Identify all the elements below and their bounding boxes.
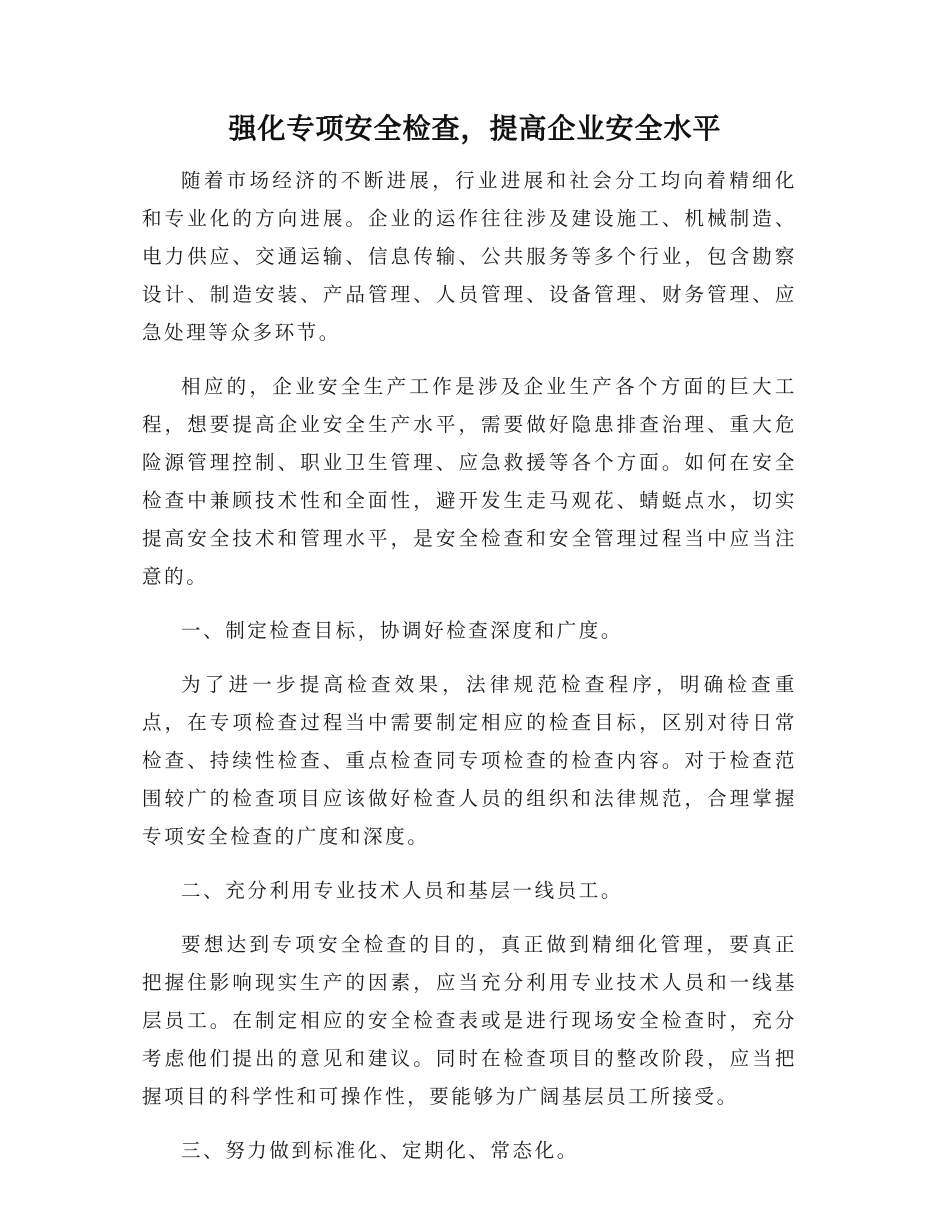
document-title: 强化专项安全检查，提高企业安全水平 [228, 112, 722, 145]
document-body [142, 162, 797, 1186]
section-heading-1: 一、制定检查目标，协调好检查深度和广度。 [181, 619, 624, 642]
paragraph-section-2: 要想达到专项安全检查的目的，真正做到精细化管理，要真正把握住影响现实生产的因素，应当充分利用专业技术人员和一线基层员工。在制定相应的安全检查表或是进行现场安全检查时，充分考虑他们提出的意见和建议。同时在检查项目的整改阶段，应当把握项目的科学性和可操作性，要能够为广阔基层员工所接受。 [142, 933, 797, 1108]
section-heading-3: 三、努力做到标准化、定期化、常态化。 [181, 1139, 579, 1162]
paragraph-section-1: 为了进一步提高检查效果，法律规范检查程序，明确检查重点，在专项检查过程当中需要制定相应的检查目标，区别对待日常检查、持续性检查、重点检查同专项检查的检查内容。对于检查范围较广的检查项目应该做好检查人员的组织和法律规范，合理掌握专项安全检查的广度和深度。 [142, 673, 797, 848]
paragraph-context: 相应的，企业安全生产工作是涉及企业生产各个方面的巨大工程，想要提高企业安全生产水平，需要做好隐患排查治理、重大危险源管理控制、职业卫生管理、应急救援等各个方面。如何在安全检查中兼顾技术性和全面性，避开发生走马观花、蜻蜓点水，切实提高安全技术和管理水平，是安全检查和安全管理过程当中应当注意的。 [142, 375, 797, 588]
paragraph-intro: 随着市场经济的不断进展，行业进展和社会分工均向着精细化和专业化的方向进展。企业的运作往往涉及建设施工、机械制造、电力供应、交通运输、信息传输、公共服务等多个行业，包含勘察设计、制造安装、产品管理、人员管理、设备管理、财务管理、应急处理等众多环节。 [142, 169, 797, 344]
section-heading-2: 二、充分利用专业技术人员和基层一线员工。 [181, 879, 624, 902]
